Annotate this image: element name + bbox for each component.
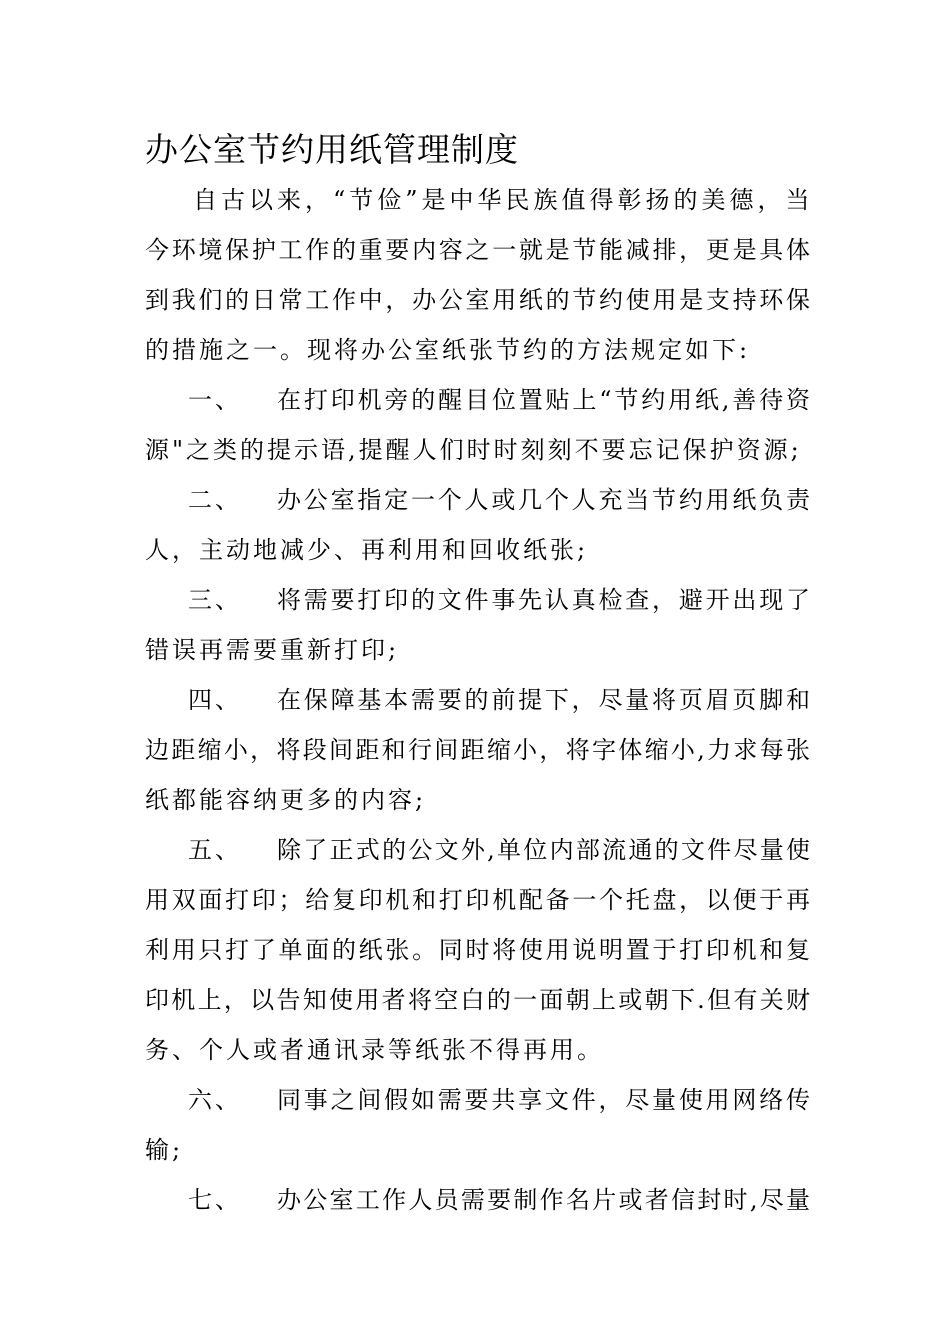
item-continuation: 务、个人或者通讯录等纸张不得再用。	[145, 1036, 604, 1064]
list-item	[145, 1075, 810, 1125]
item-continuation: 错误再需要重新打印;	[145, 636, 400, 664]
list-item	[145, 825, 810, 875]
list-item	[145, 575, 810, 625]
item-continuation: 印机上，以告知使用者将空白的一面朝上或朝下.但有关财	[145, 986, 810, 1014]
intro-line: 的措施之一。现将办公室纸张节约的方法规定如下:	[145, 336, 751, 364]
item-continuation: 纸都能容纳更多的内容;	[145, 786, 427, 814]
item-number: 三、	[188, 586, 242, 614]
intro-line: 今环境保护工作的重要内容之一就是节能减排，更是具体	[145, 236, 810, 264]
item-number: 六、	[188, 1086, 242, 1114]
intro-line: 到我们的日常工作中，办公室用纸的节约使用是支持环保	[145, 286, 810, 314]
item-number: 四、	[188, 686, 242, 714]
item-text: 同事之间假如需要共享文件，尽量使用网络传	[277, 1086, 810, 1114]
item-number: 七、	[188, 1186, 242, 1214]
list-item	[145, 475, 810, 525]
item-number: 五、	[188, 836, 242, 864]
item-continuation: 输;	[145, 1136, 184, 1164]
document-body	[145, 175, 814, 1225]
item-number: 一、	[188, 386, 242, 414]
item-continuation: 用双面打印；给复印机和打印机配备一个托盘，以便于再	[145, 886, 810, 914]
document-title: 办公室节约用纸管理制度	[145, 130, 519, 169]
item-continuation: 源"之类的提示语,提醒人们时时刻刻不要忘记保护资源;	[145, 436, 802, 464]
item-text: 在打印机旁的醒目位置贴上“节约用纸,善待资	[277, 386, 810, 414]
item-text: 除了正式的公文外,单位内部流通的文件尽量使	[277, 836, 810, 864]
list-item	[145, 675, 810, 725]
item-text: 办公室指定一个人或几个人充当节约用纸负责	[277, 486, 810, 514]
item-text: 办公室工作人员需要制作名片或者信封时,尽量	[277, 1186, 810, 1214]
item-number: 二、	[188, 486, 242, 514]
item-text: 将需要打印的文件事先认真检查，避开出现了	[277, 586, 810, 614]
list-item	[145, 375, 810, 425]
item-continuation: 利用只打了单面的纸张。同时将使用说明置于打印机和复	[145, 936, 810, 964]
item-continuation: 边距缩小，将段间距和行间距缩小，将字体缩小,力求每张	[145, 736, 810, 764]
item-continuation: 人，主动地减少、再利用和回收纸张;	[145, 536, 589, 564]
list-item	[145, 1175, 810, 1225]
item-text: 在保障基本需要的前提下，尽量将页眉页脚和	[277, 686, 810, 714]
intro-line: 自古以来，“节俭”是中华民族值得彰扬的美德，当	[193, 186, 814, 214]
